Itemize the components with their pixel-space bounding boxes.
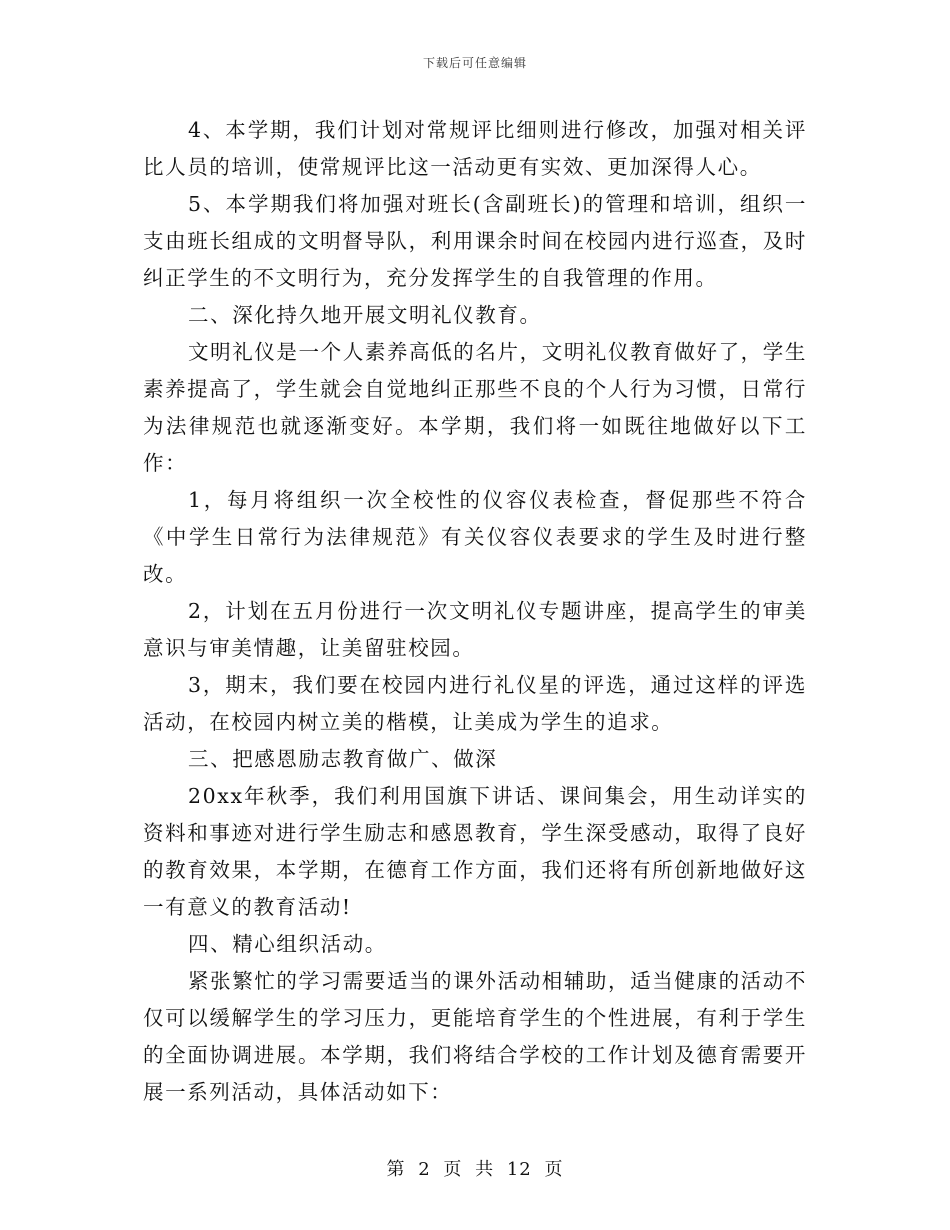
section-heading-4: 四、精心组织活动。 [188,932,387,956]
paragraph-7: 20xx年秋季，我们利用国旗下讲话、课间集会，用生动详实的资料和事迹对进行学生励志和感恩教育，学生深受感动，取得了良好的教育效果，本学期，在德育工作方面，我们还将有所创新地做好这一有意义的教育活动! [143,784,807,919]
paragraph-2: 5、本学期我们将加强对班长(含副班长)的管理和培训，组织一支由班长组成的文明督导队，利用课余时间在校园内进行巡查，及时纠正学生的不文明行为，充分发挥学生的自我管理的作用。 [143,192,807,290]
section-heading-2: 二、深化持久地开展文明礼仪教育。 [188,303,542,327]
paragraph-5: 2，计划在五月份进行一次文明礼仪专题讲座，提高学生的审美意识与审美情趣，让美留驻校园。 [143,599,807,660]
paragraph-1: 4、本学期，我们计划对常规评比细则进行修改，加强对相关评比人员的培训，使常规评比这一活动更有实效、更加深得人心。 [143,118,807,179]
page-number: 第 2 页 共 12 页 [386,1159,564,1180]
paragraph-6: 3，期末，我们要在校园内进行礼仪星的评选，通过这样的评选活动，在校园内树立美的楷模，让美成为学生的追求。 [143,673,807,734]
document-body [143,112,807,1111]
paragraph-3: 文明礼仪是一个人素养高低的名片，文明礼仪教育做好了，学生素养提高了，学生就会自觉地纠正那些不良的个人行为习惯，日常行为法律规范也就逐渐变好。本学期，我们将一如既往地做好以下工作： [143,340,807,475]
paragraph-8: 紧张繁忙的学习需要适当的课外活动相辅助，适当健康的活动不仅可以缓解学生的学习压力，更能培育学生的个性进展，有利于学生的全面协调进展。本学期，我们将结合学校的工作计划及德育需要开展一系列活动，具体活动如下： [143,969,807,1104]
section-heading-3: 三、把感恩励志教育做广、做深 [188,747,498,771]
page-header: 下载后可任意编辑 [422,56,527,70]
paragraph-4: 1，每月将组织一次全校性的仪容仪表检查，督促那些不符合《中学生日常行为法律规范》有关仪容仪表要求的学生及时进行整改。 [143,488,807,586]
